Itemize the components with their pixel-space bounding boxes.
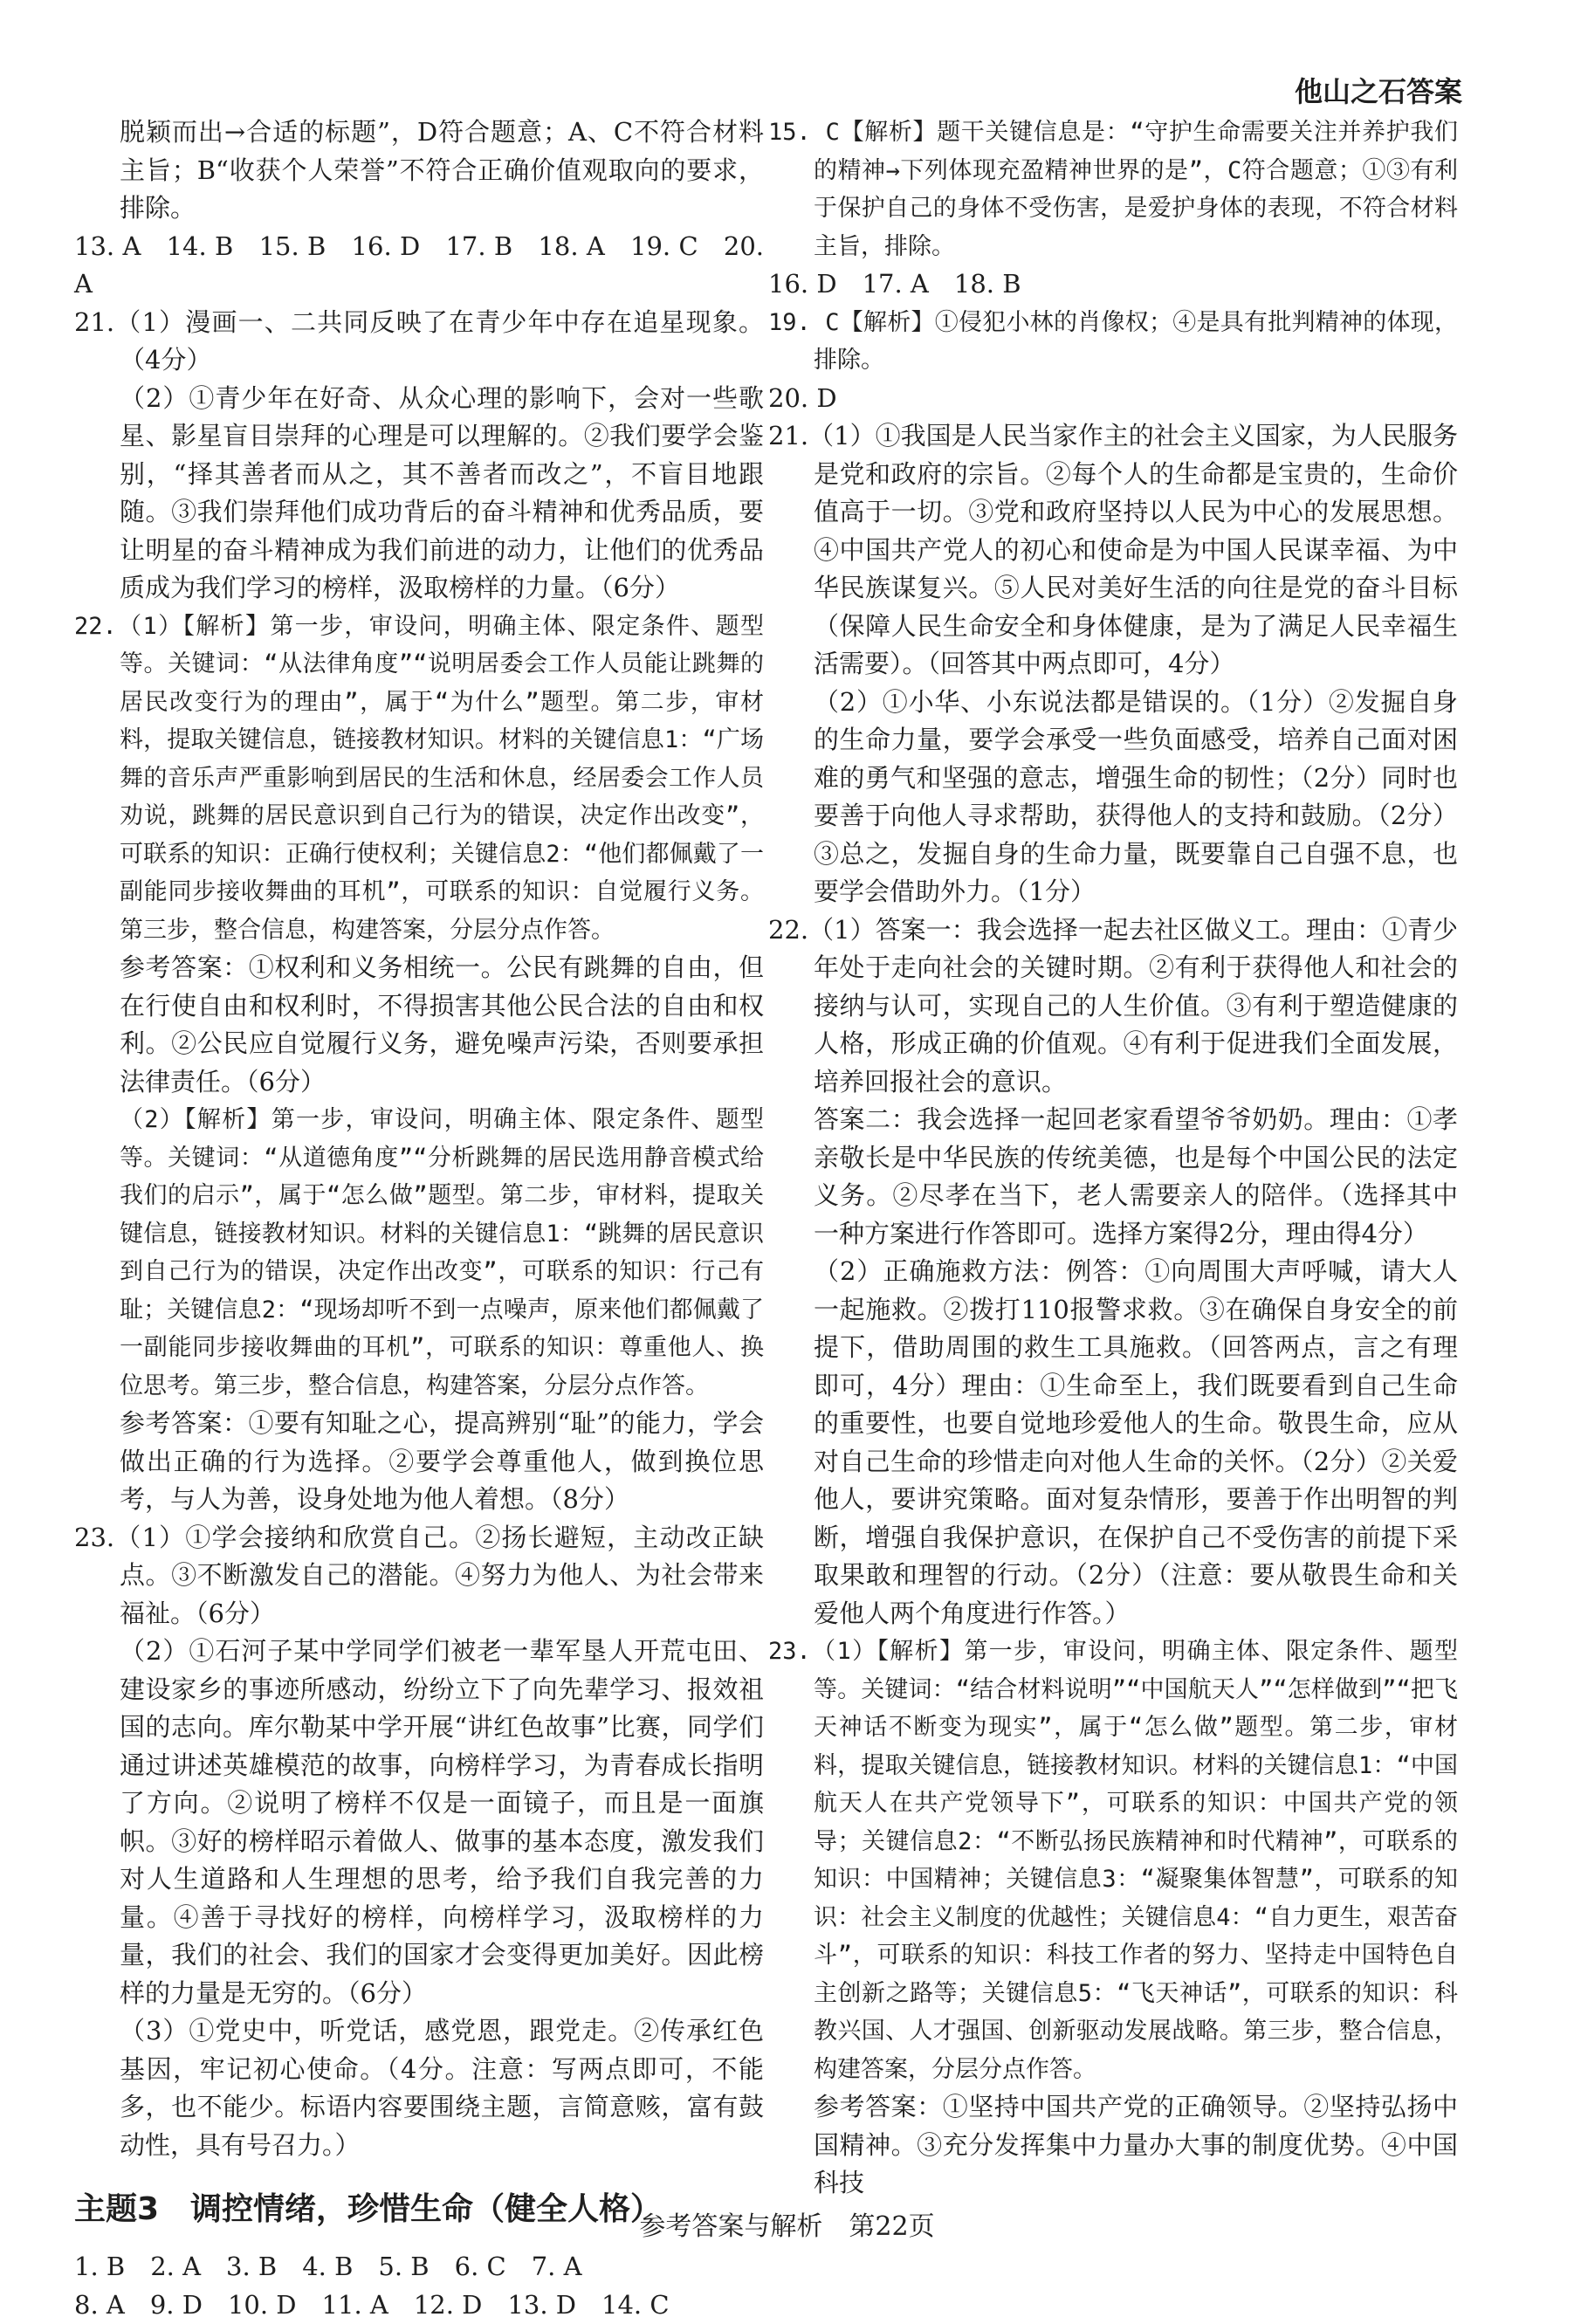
reference-answer: 参考答案：①权利和义务相统一。公民有跳舞的自由，但在行使自由和权利时，不得损害其他公民合法的自由和权利。②公民应自觉履行义务，避免噪声污染，否则要承担法律责任。（6分） xyxy=(74,949,764,1101)
answer-paragraph: 答案二：我会选择一起回老家看望爷爷奶奶。理由：①孝亲敬长是中华民族的传统美德，也是每个中国公民的法定义务。②尽孝在当下，老人需要亲人的陪伴。（选择其中一种方案进行作答即可。选择方案得2分，理由得4分） xyxy=(768,1101,1458,1253)
page-header-brand: 他山之石答案 xyxy=(1295,70,1462,110)
answer-line: 8. A 9. D 10. D 11. A 12. D 13. D 14. C xyxy=(74,2286,764,2324)
answer-line: 16. D 17. A 18. B xyxy=(768,265,1458,304)
answer-line: 20. D xyxy=(768,380,1458,418)
analysis-paragraph: （2）【解析】第一步，审设问，明确主体、限定条件、题型等。关键词：“从道德角度”“分析跳舞的居民选用静音模式给我们的启示”，属于“怎么做”题型。第二步，审材料，提取关键信息，链接教材知识。材料的关键信息1：“跳舞的居民意识到自己行为的错误，决定作出改变”，可联系的知识：行己有耻；关键信息2：“现场却听不到一点噪声，原来他们都佩戴了一副能同步接收舞曲的耳机”，可联系的知识：尊重他人、换位思考。第三步，整合信息，构建答案，分层分点作答。 xyxy=(74,1101,764,1405)
answer-paragraph: 22.（1）答案一：我会选择一起去社区做义工。理由：①青少年处于走向社会的关键时期。②有利于获得他人和社会的接纳与认可，实现自己的人生价值。③有利于塑造健康的人格，形成正确的价值观。④有利于促进我们全面发展，培养回报社会的意识。 xyxy=(768,911,1458,1102)
answer-paragraph: （2）①青少年在好奇、从众心理的影响下，会对一些歌星、影星盲目崇拜的心理是可以理解的。②我们要学会鉴别，“择其善者而从之，其不善者而改之”，不盲目地跟随。③我们崇拜他们成功背后的奋斗精神和优秀品质，要让明星的奋斗精神成为我们前进的动力，让他们的优秀品质成为我们学习的榜样，汲取榜样的力量。（6分） xyxy=(74,380,764,608)
reference-answer: 参考答案：①坚持中国共产党的正确领导。②坚持弘扬中国精神。③充分发挥集中力量办大事的制度优势。④中国科技 xyxy=(768,2088,1458,2203)
answer-paragraph: 21.（1）漫画一、二共同反映了在青少年中存在追星现象。（4分） xyxy=(74,304,764,380)
answer-line: 13. A 14. B 15. B 16. D 17. B 18. A 19. C 20. A xyxy=(74,228,764,304)
answer-paragraph: 21.（1）①我国是人民当家作主的社会主义国家，为人民服务是党和政府的宗旨。②每个人的生命都是宝贵的，生命价值高于一切。③党和政府坚持以人民为中心的发展思想。④中国共产党人的初心和使命是为中国人民谋幸福、为中华民族谋复兴。⑤人民对美好生活的向往是党的奋斗目标（保障人民生命安全和身体健康，是为了满足人民幸福生活需要）。（回答其中两点即可，4分） xyxy=(768,417,1458,684)
reference-answer: 参考答案：①要有知耻之心，提高辨别“耻”的能力，学会做出正确的行为选择。②要学会尊重他人，做到换位思考，与人为善，设身处地为他人着想。（8分） xyxy=(74,1405,764,1519)
answer-paragraph: （3）①党史中，听党话，感党恩，跟党走。②传承红色基因，牢记初心使命。（4分。注意：写两点即可，不能多，也不能少。标语内容要围绕主题，言简意赅，富有鼓动性，具有号召力。） xyxy=(74,2012,764,2164)
right-column xyxy=(768,113,1458,2203)
analysis-paragraph: 15. C【解析】题干关键信息是：“守护生命需要关注并养护我们的精神→下列体现充盈精神世界的是”，C符合题意；①③有利于保护自己的身体不受伤害，是爱护身体的表现，不符合材料主旨，排除。 xyxy=(768,113,1458,265)
answer-paragraph: 23.（1）①学会接纳和欣赏自己。②扬长避短，主动改正缺点。③不断激发自己的潜能。④努力为他人、为社会带来福祉。（6分） xyxy=(74,1519,764,1633)
left-column xyxy=(74,113,764,2324)
answer-paragraph: （2）①小华、小东说法都是错误的。（1分）②发掘自身的生命力量，要学会承受一些负面感受，培养自己面对困难的勇气和坚强的意志，增强生命的韧性；（2分）同时也要善于向他人寻求帮助，获得他人的支持和鼓励。（2分）③总之，发掘自身的生命力量，既要靠自己自强不息，也要学会借助外力。（1分） xyxy=(768,684,1458,911)
topic-heading: 主题3 调控情绪，珍惜生命（健全人格） xyxy=(74,2187,764,2232)
page-footer: 参考答案与解析 第22页 xyxy=(0,2204,1574,2243)
answer-paragraph: （2）正确施救方法：例答：①向周围大声呼喊，请大人一起施救。②拨打110报警求救。③在确保自身安全的前提下，借助周围的救生工具施救。（回答两点，言之有理即可，4分）理由：①生命至上，我们既要看到自己生命的重要性，也要自觉地珍爱他人的生命。敬畏生命，应从对自己生命的珍惜走向对他人生命的关怀。（2分）②关爱他人，要讲究策略。面对复杂情形，要善于作出明智的判断，增强自我保护意识，在保护自己不受伤害的前提下采取果敢和理智的行动。（2分）（注意：要从敬畏生命和关爱他人两个角度进行作答。） xyxy=(768,1253,1458,1633)
answer-paragraph: 脱颖而出→合适的标题”，D符合题意；A、C不符合材料主旨；B“收获个人荣誉”不符合正确价值观取向的要求，排除。 xyxy=(74,113,764,228)
analysis-paragraph: 22.（1）【解析】第一步，审设问，明确主体、限定条件、题型等。关键词：“从法律角度”“说明居委会工作人员能让跳舞的居民改变行为的理由”，属于“为什么”题型。第二步，审材料，提取关键信息，链接教材知识。材料的关键信息1：“广场舞的音乐声严重影响到居民的生活和休息，经居委会工作人员劝说，跳舞的居民意识到自己行为的错误，决定作出改变”，可联系的知识：正确行使权利；关键信息2：“他们都佩戴了一副能同步接收舞曲的耳机”，可联系的知识：自觉履行义务。第三步，整合信息，构建答案，分层分点作答。 xyxy=(74,608,764,950)
answer-paragraph: （2）①石河子某中学同学们被老一辈军垦人开荒屯田、建设家乡的事迹所感动，纷纷立下了向先辈学习、报效祖国的志向。库尔勒某中学开展“讲红色故事”比赛，同学们通过讲述英雄模范的故事，向榜样学习，为青春成长指明了方向。②说明了榜样不仅是一面镜子，而且是一面旗帜。③好的榜样昭示着做人、做事的基本态度，激发我们对人生道路和人生理想的思考，给予我们自我完善的力量。④善于寻找好的榜样，向榜样学习，汲取榜样的力量，我们的社会、我们的国家才会变得更加美好。因此榜样的力量是无穷的。（6分） xyxy=(74,1633,764,2012)
answer-line: 1. B 2. A 3. B 4. B 5. B 6. C 7. A xyxy=(74,2248,764,2286)
analysis-paragraph: 19. C【解析】①侵犯小林的肖像权；④是具有批判精神的体现，排除。 xyxy=(768,304,1458,380)
analysis-paragraph: 23.（1）【解析】第一步，审设问，明确主体、限定条件、题型等。关键词：“结合材料说明”“中国航天人”“怎样做到”“把飞天神话不断变为现实”，属于“怎么做”题型。第二步，审材料，提取关键信息，链接教材知识。材料的关键信息1：“中国航天人在共产党领导下”，可联系的知识：中国共产党的领导；关键信息2：“不断弘扬民族精神和时代精神”，可联系的知识：中国精神；关键信息3：“凝聚集体智慧”，可联系的知识：社会主义制度的优越性；关键信息4：“自力更生，艰苦奋斗”，可联系的知识：科技工作者的努力、坚持走中国特色自主创新之路等；关键信息5：“飞天神话”，可联系的知识：科教兴国、人才强国、创新驱动发展战略。第三步，整合信息，构建答案，分层分点作答。 xyxy=(768,1633,1458,2088)
